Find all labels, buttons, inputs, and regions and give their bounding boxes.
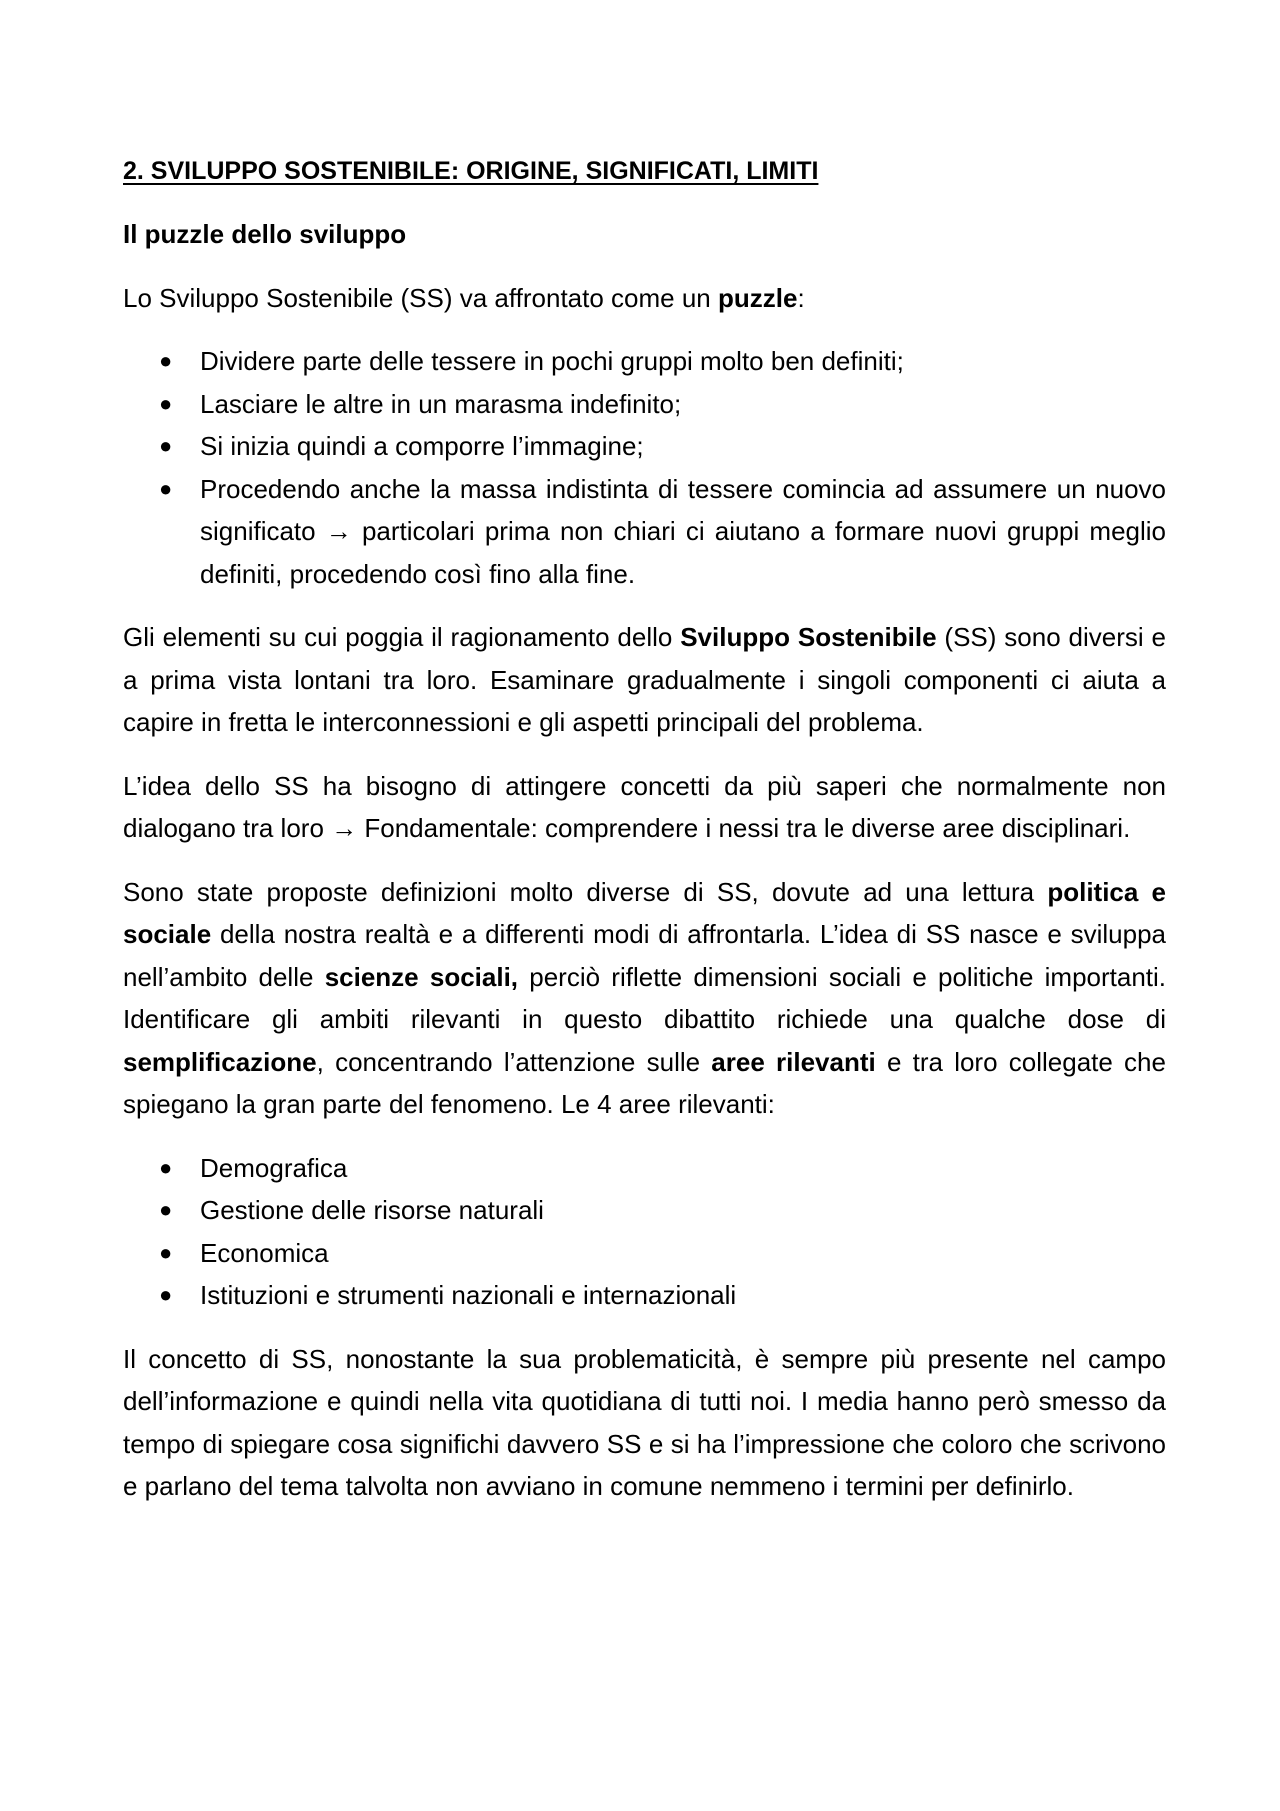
list-item: [123, 1189, 1166, 1232]
intro-text: Lo Sviluppo Sostenibile (SS) va affrontato come un: [123, 282, 718, 313]
bullet-icon: ●: [159, 1154, 173, 1180]
list-item-text: Gestione delle risorse naturali: [200, 1195, 544, 1225]
subsection-heading: Il puzzle dello sviluppo: [123, 219, 407, 249]
list-item-text: Demografica: [200, 1152, 348, 1183]
intro-paragraph: [123, 277, 1166, 320]
paragraph-text: della nostra realtà e a differenti modi di affrontarla. L’idea di SS nasce e sviluppa nell’ambito delle: [123, 919, 1166, 992]
bullet-icon: ●: [159, 348, 173, 373]
paragraph-text: perciò riflette dimensioni sociali e politiche importanti. Identificare gli ambiti rilevanti in questo dibattito richiede una qualche dose di: [123, 961, 1167, 1034]
bold-term: aree rilevanti: [711, 1046, 876, 1077]
list-item: [123, 1274, 1166, 1317]
paragraph-text: , concentrando l’attenzione sulle: [316, 1046, 712, 1077]
bullet-icon: ●: [159, 475, 173, 501]
document-page: [123, 150, 1166, 1529]
intro-text-end: :: [797, 282, 805, 313]
intro-bold-term: puzzle: [717, 282, 798, 313]
list-item: [123, 340, 1166, 383]
bold-term: semplificazione: [123, 1046, 317, 1077]
bullet-icon: ●: [159, 1282, 173, 1307]
bullet-icon: ●: [159, 1239, 173, 1265]
media-paragraph: Il concetto di SS, nonostante la sua problematicità, è sempre più presente nel campo dell’informazione e quindi nella vita quotidiana di tutti noi. I media hanno però smesso da tempo di spiegare cosa significhi davvero SS e si ha l’impressione che coloro che scrivono e parlano del tema talvolta non avviano in comune nemmeno i termini per definirlo.: [123, 1343, 1166, 1501]
list-item-text: Dividere parte delle tessere in pochi gruppi molto ben definiti;: [200, 346, 904, 376]
bold-term: scienze sociali,: [324, 961, 519, 992]
list-item-text: Si inizia quindi a comporre l’immagine;: [200, 431, 644, 461]
bold-term: Sviluppo Sostenibile: [680, 622, 937, 652]
bullet-icon: ●: [159, 1197, 173, 1222]
list-item: [123, 1147, 1166, 1190]
bullet-icon: ●: [159, 390, 173, 416]
paragraph-text: (SS) sono diversi e a prima vista lontani tra loro. Esaminare gradualmente i singoli componenti ci aiuta a capire in fretta le interconnessioni e gli aspetti principali del problema.: [123, 622, 1166, 737]
list-item-text: Lasciare le altre in un marasma indefinito;: [200, 388, 682, 419]
list-item: [123, 383, 1166, 426]
section-heading: 2. SVILUPPO SOSTENIBILE: ORIGINE, SIGNIFICATI, LIMITI: [123, 157, 819, 185]
definitions-paragraph: [123, 871, 1166, 1126]
elements-paragraph: [123, 616, 1166, 744]
bold-term: politica e sociale: [123, 876, 1166, 949]
puzzle-steps-list: [123, 340, 1166, 595]
paragraph-text: e tra loro collegate che spiegano la gran parte del fenomeno. Le 4 aree rilevanti:: [123, 1046, 1166, 1119]
idea-paragraph: L’idea dello SS ha bisogno di attingere concetti da più saperi che normalmente non dialogano tra loro → Fondamentale: comprendere i nessi tra le diverse aree disciplinari.: [123, 770, 1166, 843]
bullet-icon: ●: [159, 433, 173, 458]
paragraph-text: Gli elementi su cui poggia il ragionamento dello: [123, 622, 681, 652]
list-item-text: Istituzioni e strumenti nazionali e internazionali: [200, 1280, 737, 1310]
list-item: [123, 1232, 1166, 1275]
areas-list: [123, 1147, 1166, 1317]
list-item-text: Economica: [200, 1237, 329, 1268]
list-item: [123, 468, 1166, 596]
list-item-text: Procedendo anche la massa indistinta di tessere comincia ad assumere un nuovo significato → particolari prima non chiari ci aiutano a formare nuovi gruppi meglio definiti, procedendo così fino alla fine.: [200, 473, 1166, 589]
paragraph-text: Sono state proposte definizioni molto diverse di SS, dovute ad una lettura: [123, 876, 1048, 907]
list-item: [123, 425, 1166, 468]
